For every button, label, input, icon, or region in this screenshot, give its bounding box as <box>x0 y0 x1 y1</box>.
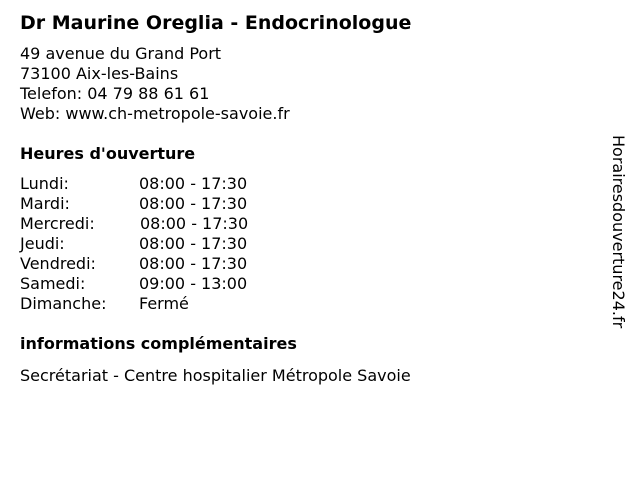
business-card <box>20 10 600 386</box>
hours-row-sunday <box>20 294 600 314</box>
page-title: Dr Maurine Oreglia - Endocrinologue <box>20 12 412 34</box>
hours-row-saturday <box>20 274 600 294</box>
time-range: 09:00 - 13:00 <box>139 274 248 293</box>
time-range: 08:00 - 17:30 <box>139 254 248 273</box>
day-label: Dimanche: <box>20 294 107 313</box>
time-range: Fermé <box>139 294 189 313</box>
day-label: Mercredi: <box>20 214 95 233</box>
time-range: 08:00 - 17:30 <box>139 194 248 213</box>
time-range: 08:00 - 17:30 <box>139 174 248 193</box>
city-address: 73100 Aix-les-Bains <box>20 64 179 83</box>
time-range: 08:00 - 17:30 <box>139 234 248 253</box>
day-label: Mardi: <box>20 194 70 213</box>
address-block <box>20 44 600 124</box>
street-address: 49 avenue du Grand Port <box>20 44 222 63</box>
info-heading: informations complémentaires <box>20 334 297 353</box>
phone-number: Telefon: 04 79 88 61 61 <box>20 84 210 103</box>
day-label: Lundi: <box>20 174 69 193</box>
hours-heading: Heures d'ouverture <box>20 144 196 163</box>
time-range: 08:00 - 17:30 <box>140 214 249 233</box>
info-text: Secrétariat - Centre hospitalier Métropole Savoie <box>20 366 411 385</box>
site-watermark: Horairesdouverture24.fr <box>609 135 628 329</box>
website-link[interactable]: Web: www.ch-metropole-savoie.fr <box>20 104 290 123</box>
day-label: Samedi: <box>20 274 86 293</box>
hours-row-friday <box>20 254 600 274</box>
hours-row-monday <box>20 174 600 194</box>
day-label: Vendredi: <box>20 254 96 273</box>
hours-row-thursday <box>20 234 600 254</box>
day-label: Jeudi: <box>20 234 65 253</box>
hours-row-wednesday <box>20 214 600 234</box>
hours-row-tuesday <box>20 194 600 214</box>
opening-hours-list <box>20 174 600 314</box>
